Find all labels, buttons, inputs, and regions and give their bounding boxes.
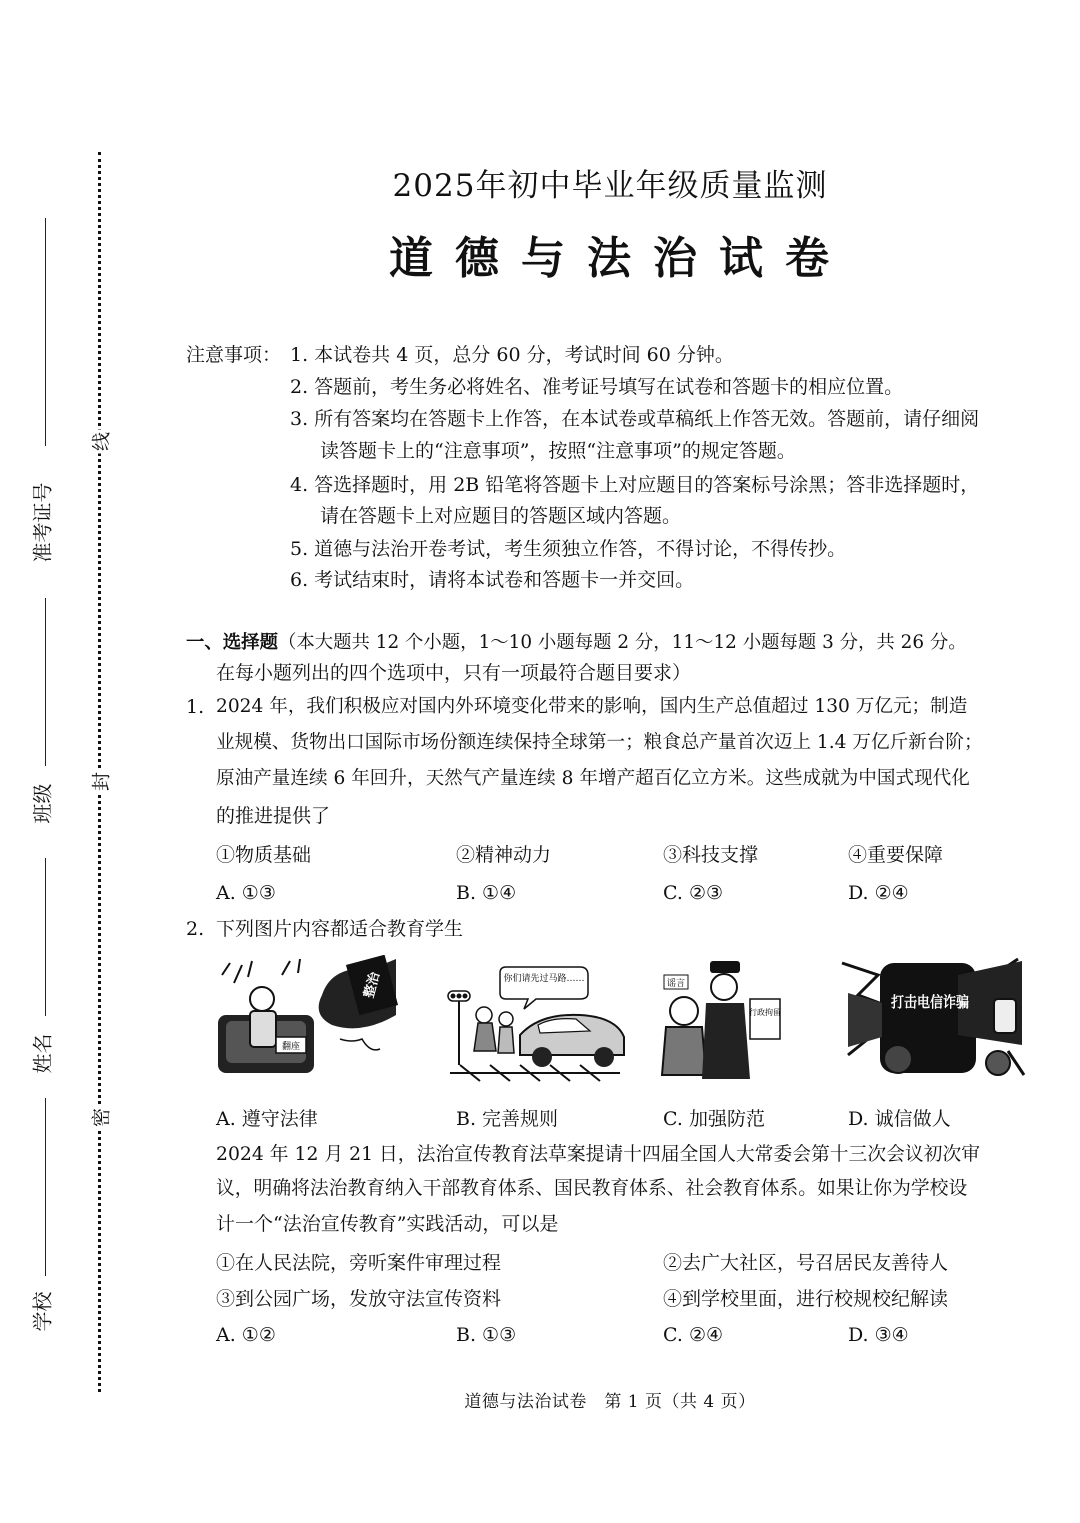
notice-line-4: 4. 答选择题时，用 2B 铅笔将答题卡上对应题目的答案标号涂黑；答非选择题时， xyxy=(290,474,980,496)
cartoon-c-paper-text: 行政拘留 xyxy=(749,1008,781,1017)
q3-item-1: ①在人民法院，旁听案件审理过程 xyxy=(216,1252,502,1274)
q2-option-d[interactable]: D. 诚信做人 xyxy=(848,1108,951,1130)
section-heading-line xyxy=(186,630,967,656)
q1-option-d[interactable]: D. ②④ xyxy=(848,882,909,904)
page-footer: 道德与法治试卷 第 1 页（共 4 页） xyxy=(464,1392,756,1412)
cartoon-c-image xyxy=(658,955,786,1085)
section-desc: （本大题共 12 个小题，1～10 小题每题 2 分，11～12 小题每题 3 分，共 26 分。 xyxy=(277,632,967,653)
binding-word-seal: 封 xyxy=(87,770,114,794)
school-blank[interactable] xyxy=(45,1098,46,1276)
q1-option-c[interactable]: C. ②③ xyxy=(663,882,724,904)
q1-stem-3: 原油产量连续 6 年回升，天然气产量连续 8 年增产超百亿立方米。这些成就为中国式现代化 xyxy=(216,768,970,789)
school-label: 学校 xyxy=(30,1291,55,1331)
name-label: 姓名 xyxy=(30,1033,55,1073)
cartoon-b-image xyxy=(440,955,630,1085)
admission-number-blank[interactable] xyxy=(45,218,46,446)
q1-item-4: ④重要保障 xyxy=(848,844,944,866)
cartoon-b-bubble-text: 你们请先过马路…… xyxy=(503,974,585,984)
notice-line-3: 3. 所有答案均在答题卡上作答，在本试卷或草稿纸上作答无效。答题前，请仔细阅 xyxy=(290,408,980,430)
section-heading: 一、选择题 xyxy=(186,632,278,653)
subject-title: 道德与法治试卷 xyxy=(389,233,851,284)
q1-stem-4: 的推进提供了 xyxy=(216,805,331,827)
class-blank[interactable] xyxy=(45,598,46,766)
q1-option-b[interactable]: B. ①④ xyxy=(456,882,517,904)
q3-item-3: ③到公园广场，发放守法宣传资料 xyxy=(216,1288,502,1310)
q1-number: 1. xyxy=(186,696,205,718)
q1-item-1: ①物质基础 xyxy=(216,844,312,866)
cartoon-c-label-text: 谣言 xyxy=(666,979,686,989)
q1-item-3: ③科技支撑 xyxy=(663,844,759,866)
q3-item-2: ②去广大社区，号召居民友善待人 xyxy=(663,1252,949,1274)
exam-title: 2025年初中毕业年级质量监测 xyxy=(392,168,828,204)
q2-number: 2. xyxy=(186,918,205,940)
binding-word-secret: 密 xyxy=(87,1106,114,1130)
notice-line-1: 1. 本试卷共 4 页，总分 60 分，考试时间 60 分钟。 xyxy=(290,344,734,366)
q1-item-2: ②精神动力 xyxy=(456,844,552,866)
q3-option-a[interactable]: A. ①② xyxy=(216,1324,276,1346)
q3-stem-3: 计一个“法治宣传教育”实践活动，可以是 xyxy=(216,1213,559,1235)
cartoon-a-fist-text: 整治 xyxy=(361,970,384,1000)
q3-item-4: ④到学校里面，进行校规校纪解读 xyxy=(663,1288,949,1310)
q2-option-b[interactable]: B. 完善规则 xyxy=(456,1108,559,1130)
name-blank[interactable] xyxy=(45,858,46,1016)
q2-option-c[interactable]: C. 加强防范 xyxy=(663,1108,765,1130)
q2-option-a[interactable]: A. 遵守法律 xyxy=(216,1108,318,1130)
q3-stem-1: 2024 年 12 月 21 日，法治宣传教育法草案提请十四届全国人大常委会第十三次会议初次审 xyxy=(216,1144,981,1165)
cartoon-a-image xyxy=(212,955,398,1085)
q1-stem-2: 业规模、货物出口国际市场份额连续保持全球第一；粮食总产量首次迈上 1.4 万亿斤新台阶； xyxy=(216,732,983,753)
section-desc-2: 在每小题列出的四个选项中，只有一项最符合题目要求） xyxy=(216,662,692,684)
q1-stem-1: 2024 年，我们积极应对国内外环境变化带来的影响，国内生产总值超过 130 万亿元；制造 xyxy=(216,696,968,717)
class-label: 班级 xyxy=(30,783,55,823)
q2-stem: 下列图片内容都适合教育学生 xyxy=(216,918,464,940)
notice-line-3-cont: 读答题卡上的“注意事项”，按照“注意事项”的规定答题。 xyxy=(320,440,796,462)
q3-option-d[interactable]: D. ③④ xyxy=(848,1324,909,1346)
q1-option-a[interactable]: A. ①③ xyxy=(216,882,276,904)
q3-stem-2: 议，明确将法治教育纳入干部教育体系、国民教育体系、社会教育体系。如果让你为学校设 xyxy=(216,1178,968,1199)
q3-option-b[interactable]: B. ①③ xyxy=(456,1324,517,1346)
cartoon-a-desk-text: 翻座 xyxy=(281,1042,301,1052)
notice-line-6: 6. 考试结束时，请将本试卷和答题卡一并交回。 xyxy=(290,569,695,591)
q3-option-c[interactable]: C. ②④ xyxy=(663,1324,724,1346)
notice-line-5: 5. 道德与法治开卷考试，考生须独立作答，不得讨论，不得传抄。 xyxy=(290,538,847,560)
notice-line-4-cont: 请在答题卡上对应题目的答题区域内答题。 xyxy=(320,505,682,527)
cartoon-d-image xyxy=(838,955,1030,1085)
binding-word-line: 线 xyxy=(87,430,114,454)
notice-line-2: 2. 答题前，考生务必将姓名、准考证号填写在试卷和答题卡的相应位置。 xyxy=(290,376,904,398)
admission-number-label: 准考证号 xyxy=(30,482,55,562)
cartoon-d-banner-text: 打击电信诈骗 xyxy=(890,993,969,1011)
notice-label: 注意事项： xyxy=(186,344,282,366)
